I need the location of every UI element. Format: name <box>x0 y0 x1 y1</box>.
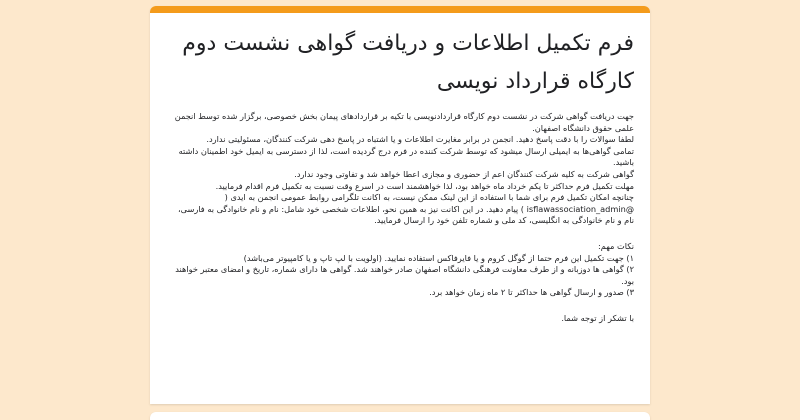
next-form-card <box>150 412 650 420</box>
thanks-line: با تشکر از توجه شما. <box>561 312 634 323</box>
note-item: ۲) گواهی ها دوزبانه و از طرف معاونت فرهنگی دانشگاه اصفهان صادر خواهند شد. گواهی ها دارای شماره، تاریخ و امضای معتبر خواهند بود. <box>172 264 634 286</box>
description-line: چنانچه امکان تکمیل فرم برای شما با استفاده از این لینک ممکن نیست، به اکانت تلگرامی روابط عمومی انجمن به ایدی ( <box>224 192 634 203</box>
description-line: مهلت تکمیل فرم حداکثر تا یکم خرداد ماه خواهد بود، لذا خواهشمند است در اسرع وقت نسبت به تکمیل فرم اقدام فرمایید. <box>215 180 634 191</box>
description-line: لطفا سوالات را با دقت پاسخ دهید. انجمن در برابر مغایرت اطلاعات و یا اشتباه در پاسخ دهی شرکت کنندگان، مسئولیتی ندارد. <box>206 134 634 145</box>
important-notes-heading: نکات مهم: <box>598 240 634 251</box>
form-title: فرم تکمیل اطلاعات و دریافت گواهی نشست دوم کارگاه قرارداد نویسی <box>182 31 634 94</box>
form-description <box>166 111 634 325</box>
description-line: گواهی شرکت به کلیه شرکت کنندگان اعم از حضوری و مجازی اعطا خواهد شد و تفاوتی وجود ندارد. <box>294 168 634 179</box>
form-header-body <box>150 13 650 325</box>
description-line: جهت دریافت گواهی شرکت در نشست دوم کارگاه قراردادنویسی با تکیه بر قراردادهای پیمان بخش خصوصی، برگزار شده توسط انجمن علمی حقوق دانشگاه اصفهان. <box>172 111 634 133</box>
form-header-card <box>150 6 650 404</box>
paragraph-gap <box>166 299 634 313</box>
paragraph-gap <box>166 227 634 241</box>
accent-bar <box>150 6 650 13</box>
description-line: @isflawassociation_admin ) پیام دهید. در این اکانت نیز به همین نحو، اطلاعات شخصی خود شامل: نام و نام خانوادگی به فارسی، نام و نام خانوادگی به انگلیسی، کد ملی و شماره تلفن خود را ارسال فرمایید. <box>175 203 634 226</box>
description-line: تمامی گواهی‌ها به ایمیلی ارسال میشود که توسط شرکت کننده در فرم درج گردیده است، لذا از دسترسی به ایمیل خود اطمینان داشته باشید. <box>175 145 634 168</box>
note-item: ۳) صدور و ارسال گواهی ها حداکثر تا ۲ ماه زمان خواهد برد. <box>429 287 634 298</box>
note-item: ۱) جهت تکمیل این فرم حتما از گوگل کروم و یا فایرفاکس استفاده نمایید. (اولویت با لپ تاپ و یا کامپیوتر می‌باشد) <box>243 252 634 263</box>
